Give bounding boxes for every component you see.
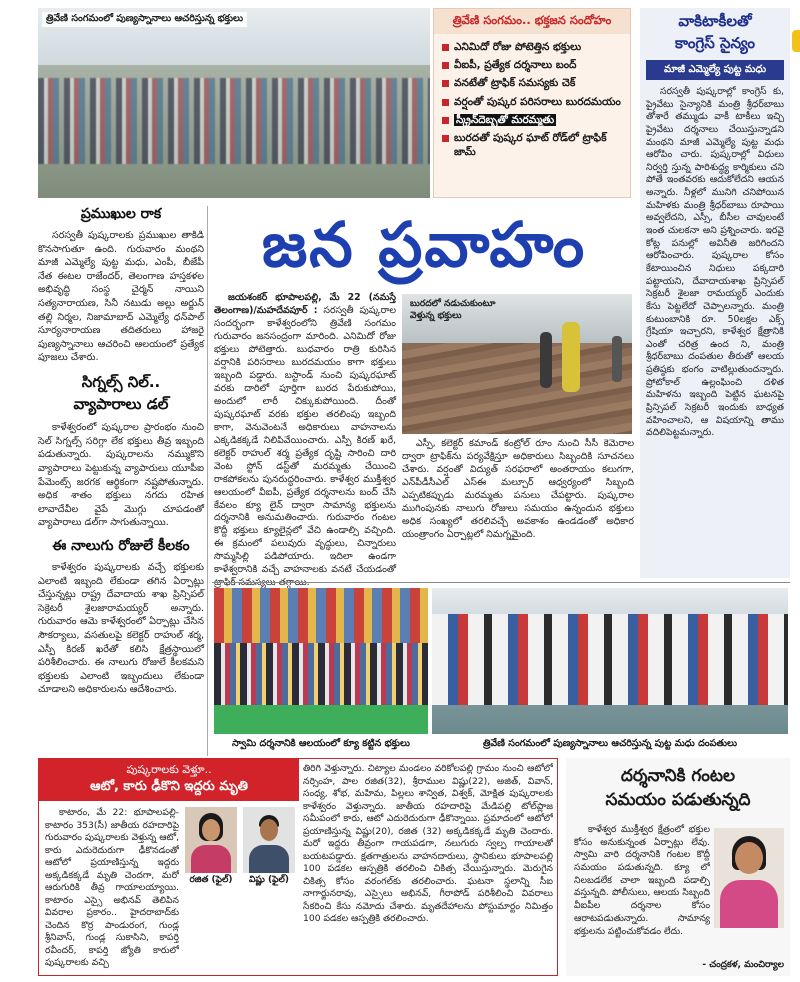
- accident-body-right: [303, 763, 553, 973]
- victim-photo-1-caption: రజిత (ఫైల్): [189, 875, 233, 885]
- highlight-item: బురదతో పుష్కర ఘాట్ రోడ్‌లో ట్రాఫిక్ జామ్: [440, 129, 624, 161]
- queue-photo-caption: స్వామి దర్శనానికి ఆలయంలో క్యూ కట్టిన భక్తులు: [232, 738, 410, 749]
- highlights-list: [434, 34, 630, 165]
- story3-paragraph: కాళేశ్వరం పుష్కరాలకు వచ్చే భక్తులకు ఎలాంటి ఇబ్బంది లేకుండా తగిన ఏర్పాట్లు చేస్తున్నట్లు రాష్ట్ర దేవాదాయ శాఖ ప్రిన్సిపల్ సెక్రెటరీ శైలజారామయ్యర్ అన్నారు. గురువారం ఆమె కాళేశ్వరంలో ఏర్పాట్లు చేసిన సౌకర్యాలు, వసతులపై కలెక్టర్ రాహుల్ శర్మ, ఎస్పీ కిరణ్ ఖరేతో కలిసి క్షేత్రస్థాయిలో పరిశీలించారు. ఈ నాలుగు రోజులే కీలకమని భక్తులకు ఎలాంటి ఇబ్బందులు లేకుండా చూడాలని అధికారులను ఆదేశించారు.: [38, 561, 204, 696]
- victim-photo-2: [243, 807, 295, 873]
- mud-caption-line-1: బురదలో నడుచుకుంటూ: [410, 299, 496, 309]
- bottom-right-story: [566, 758, 790, 976]
- accident-headline: ఆటో, కారు ఢీకొని ఇద్దరు మృతి: [90, 779, 248, 794]
- right-story-title-2: కాంగ్రెస్ సైన్యం: [675, 34, 755, 52]
- story2-body: [38, 421, 204, 530]
- bottom-right-body: [574, 824, 710, 972]
- story3-body: [38, 561, 204, 697]
- highlight-item: వనటేతో ట్రాఫిక్ సమస్యకు చెక్: [440, 74, 624, 92]
- right-story-subtitle: మాజీ ఎమ్మెల్యే పుట్ట మధు: [646, 60, 784, 80]
- left-column: [38, 206, 204, 756]
- main-story-paragraph-2: ఎస్పీ, కలెక్టర్ కమాండ్ కంట్రోల్ రూం నుంచి సీసీ కెమెరాల ద్వారా ట్రాఫిక్‌ను పర్యవేక్షిస్తూ అధికారులు సిబ్బందికి సూచనలు చేశారు. వర్షంతో విద్యుత్ సరఫరాలో అంతరాయం కలుగగా, ఎన్‌పీడీసీఎల్ ఎస్‌ఈ మల్చూర్ ఆధ్వర్యంలో సిబ్బంది ఎప్పటికప్పుడు మరమ్మతు పనులు చేపట్టారు. పుష్కరాల ముగింపునకు నాలుగు రోజులు సమయం ఉన్నందున భక్తులు అధిక సంఖ్యలో తరలివచ్చే అవకాశం ఉండడంతో అధికార యంత్రాంగం ఏర్పాట్లలో నిమగ్నమైంది.: [402, 438, 634, 540]
- accident-kicker: పుష్కరాలకు వెళ్తూ..: [126, 763, 212, 776]
- mud-photo-caption: [406, 298, 499, 323]
- section-divider: [212, 582, 790, 583]
- bath-photo-caption: త్రివేణి సంగమంలో పుణ్యస్నానాలు ఆచరిస్తున్న పుట్ట మధు దంపతులు: [482, 738, 738, 749]
- mud-photo: [402, 294, 632, 434]
- column-divider: [207, 206, 208, 756]
- main-story-body-left: [214, 292, 396, 582]
- bottom-right-paragraph: కాళేశ్వర ముక్తీశ్వర క్షేత్రంలో భక్తుల కోసం అనుకున్నంత ఏర్పాట్లు లేవు. స్వామి వారి దర్శనానికి గంటల కొద్దీ సమయం పడుతున్నది. క్యూ లో నిలబడలేక చాలా ఇబ్బంది పడాల్సి వస్తున్నది. పోలీసులు, ఆలయ సిబ్బంది వీఐపీల దర్శనాల కోసం ఆరాటపడుతున్నారు. సామాన్య భక్తులను పట్టించుకోవడం లేదు.: [574, 824, 710, 937]
- victim-photo-2-caption: విష్ణు (ఫైల్): [248, 875, 290, 885]
- accident-paragraph-right: తిరిగి వెళ్తున్నారు. చిట్యాల మండలం వరికోలపల్లి గ్రామం నుంచి ఆటోలో నర్సింహ, పాల రజిత(32), శ్రీరాముల విష్ణు(22), అజిత్, వివాన్, సంధ్య, శోభ, మహిమ, పిల్లలు శాన్విత, విశ్వక్, మోక్షిత పుష్కరాలకు కాళేశ్వరం వెళ్తున్నారు. జాతీయ రహదారిపై మేడిపల్లి టోల్‌ప్లాజ సమీపంలో కారు, ఆటో ఎదురెదురుగా ఢీకొన్నాయి. ప్రమాదంలో ఆటోలో ప్రయాణిస్తున్న విష్ణు(20), రజిత (32) అక్కడికక్కడే మృతి చెందారు. మరో ఇద్దరు తీవ్రంగా గాయపడగా, నలుగురు స్వల్ప గాయాలతో బయటపడ్డారు. క్షతగాత్రులను వాహనదారులు, స్థానికులు భూపాలపల్లి 100 పడకల ఆస్పత్రికి తరలించి చికిత్స చేయిస్తున్నారు. మెరుగైన చికిత్స కోసం వరంగల్‌కు తరలించారు. ఘటనా స్థలాన్ని సీఐ నాగార్జునరావు, ఎస్సైలు అభినవ్, గీరాపోడ్ పరిశీలించి వివరాలు సేకరించి కేసు నమోదు చేశారు. మృతదేహాలను పోస్టుమార్టం నిమిత్తం 100 పడకల ఆస్పత్రికి తరలించారు.: [303, 763, 553, 925]
- main-story-body-start: సరస్వతీ పుష్కరాల సందర్భంగా కాళేశ్వరంలోని త్రివేణి సంగమం గురువారం జనసంద్రంగా మారింది. ఎనిమిదో రోజు భక్తులు పోటెత్తారు. బుధవారం రాత్రి కురిసిన వర్షానికి పరిసరాలు బురదమయం కాగా భక్తులు ఇబ్బంది పడ్డారు. బస్టాండ్ నుంచి పుష్కరఘాట్ వరకు దారిలో పూర్తిగా బురద పేరుకుపోయి, అందులో లారీ చిక్కుకుపోయింది. దీంతో పుష్కరఘాట్ వరకు భక్తుల తరలింపు ఇబ్బంది కాగా, వెనువెంటనే అధికారులు వాహనాలను ఎక్కడికక్కడే నిలిపివేయించారు. ఎస్పీ కిరణ్ ఖరే, కలెక్టర్ రాహుల్ శర్మ ప్రత్యేక దృష్టి సారించి దారి వెంట స్టోన్ డస్ట్‌తో మరమ్మతు చేయించి రాకపోకలను పునరుద్ధరించారు. కాళేశ్వర ముక్తీశ్వర ఆలయంలో వీఐపీ, ప్రత్యేక దర్శనాలను బంద్ చేసి కేవలం క్యూ లైన్ ద్వారా సామాన్య భక్తులను దర్శనానికి అనుమతించారు. గురువారం గంటల కొద్దీ భక్తులు క్యూలైన్లలో వేచి ఉండాల్సి వచ్చింది. ఈ క్రమంలో పలువురు వృద్ధులు, చిన్నారులు సొమ్మసిల్లి పడిపోయారు. ఇదిలా ఉండగా కాళేశ్వరానికి వచ్చే వాహనాలకు వనటే చేయడంతో: [214, 304, 396, 576]
- mud-caption-line-2: వెళ్తున్న భక్తులు: [410, 310, 462, 321]
- bottom-right-headline-2: సమయం పడుతున్నది: [605, 790, 751, 810]
- story1-body: [38, 229, 204, 365]
- bottom-right-headline-1: దర్శనానికి గంటల: [620, 766, 736, 786]
- highlights-box: [433, 8, 631, 198]
- reader-portrait: [714, 828, 784, 928]
- accident-body-left: [45, 807, 179, 973]
- story2-paragraph: కాళేశ్వరంలో పుష్కరాల ప్రారంభం నుంచి సెల్ సిగ్నల్స్ సరిగ్గా లేక భక్తులు తీవ్ర ఇబ్బంది పడుతున్నారు. పుష్కరాలను నమ్ముకొని వ్యాపారాలు పెట్టుకున్న వ్యాపారులు యూపీఐ పేమెంట్స్ జరగక ఆర్థికంగా నష్టపోతున్నారు. అధిక శాతం భక్తులు నగదు రహిత లావాదేవీల వైపే మొగ్గు చూపడంతో వ్యాపారాలు డల్‌గా సాగుతున్నాయి.: [38, 422, 204, 529]
- top-photo-caption: త్రివేణి సంగమంలో పుణ్యస్నానాలు ఆచరిస్తున్న భక్తులు: [42, 12, 247, 27]
- accident-paragraph-left: కాటారం, మే 22: భూపాలపల్లి-కాటారం 353(సీ) జాతీయ రహదారిపై గురువారం పుష్కరాలకు వెళ్తున్న ఆటో, కారు ఎదురెదురుగా ఢీకొనడంతో ఆటోలో ప్రయాణిస్తున్న ఇద్దరు అక్కడికక్కడే మృతి చెందగా, మరో ఆరుగురికి తీవ్ర గాయాలయ్యాయి. కాటారం ఎస్సై అభినవ్ తెలిపిన వివరాల ప్రకారం.. హైదరాబాద్‌కు చెందిన కొర్ర పాండురంగ, గుండ్ల శ్రీనివాస్, గుండ్ల సుకాసిని, కాపర్తి రవీందర్, కాపర్తి జ్యోతి కారులో పుష్కరాలకు వచ్చి: [45, 807, 179, 969]
- highlight-item-text: స్క్రీన్‌దెబ్బతో మరమ్మతు: [456, 113, 555, 126]
- highlight-item: వీఐపీ, ప్రత్యేక దర్శనాలు బంద్: [440, 56, 624, 74]
- highlights-title: త్రివేణి సంగమం.. భక్తజన సందోహం: [434, 9, 630, 34]
- page-edge-marker: [792, 30, 800, 52]
- victim-photo-1: [185, 807, 237, 873]
- right-story-title-1: వాకిటాకీలతో: [678, 12, 752, 30]
- accident-story: [38, 758, 558, 976]
- bottom-right-byline: - చంద్రకళ, మంచిర్యాల: [702, 960, 784, 970]
- story1-paragraph: సరస్వతీ పుష్కరాలకు ప్రముఖుల తాకిడి కొనసాగుతూ ఉంది. గురువారం మంథని మాజీ ఎమ్మెల్యే పుట్ట మధు, ఎంపీ, బీజేపీ నేత ఈటల రాజేందర్, తెలంగాణ హస్తకళల అభివృద్ధి సంస్థ చైర్మన్ నాయిని సత్యనారాయణ, సినీ నటుడు అల్లు అర్జున్ తల్లి నిర్మల, నిజామాబాద్ ఎమ్మెల్యే ధన్‌పాల్ సూర్యనారాయణ తదితరులు హాజరై పుణ్యస్నానాలు ఆచరించి ఆలయంలో ప్రత్యేక పూజలు చేశారు.: [38, 230, 204, 364]
- main-headline: జన ప్రవాహం: [261, 208, 587, 281]
- story2-title-2: వ్యాపారాలు డల్: [73, 395, 169, 414]
- right-story-body: [640, 86, 790, 440]
- accident-header: [39, 759, 299, 801]
- main-story-body-right: [402, 438, 634, 578]
- bath-photo: [432, 588, 788, 734]
- top-river-photo: [38, 8, 430, 198]
- story3-title: ఈ నాలుగు రోజులే కీలకం: [52, 537, 190, 554]
- right-story-paragraph: సరస్వతీ పుష్కరాల్లో కాంగ్రెస్ కు, ప్రైవేటు సైన్యానికి మంత్రి శ్రీధర్‌బాబు తోశారే తమ్ముడు వాకీ టాకీలు ఇచ్చి ప్రైవేటు దర్శనాలు చేయిస్తున్నాడని మంథని మాజీ ఎమ్మెల్యే పుట్ట మధు ఆరోపిం చారు. పుష్కరాల్లో విధులు నిర్వర్తి స్తున్న పారిశుద్ధ్య కార్మికులు చని పోతే ఇంతవరకు ఆదుకోలేదని ఆయన అన్నారు. నీళ్లలో మునిగి చనిపోయిన మహిళకు మంత్రి శ్రీధర్‌బాబు రూపాయి అవ్వలేదని, ఎస్సీ, బీసీల చావులంటే ఇంత చులకనా అని ప్రశ్నించారు. ఇరవై కోట్ల పనుల్లో అవినీతి జరిగిందని ఆరోపించారు. పుష్కరాల కోసం కేటాయించిన నిధులు పక్కదారి పట్టాయని, దేవాదాయశాఖ ప్రిన్సిపల్ సెక్రటరీ శైలజా రామయ్యర్ ఎందుకు కేసు పెట్టలేదో చెప్పాలన్నారు. మంత్రి కుటుంబానికి రూ. 50లక్షల ఎక్స్ గ్రేషియా ఇచ్చారని, కాళేశ్వర క్షేత్రానికి ఎంతో చరిత్ర ఉంద ని, మంత్రి శ్రీధర్‌బాబు దంపతుల తీరుతో ఆలయ ప్రతిష్ఠకు భంగం వాటిల్లుతుందన్నారు. ప్రోటోకాల్ ఉల్లంఘించి దళిత మహిళను ఇబ్బంది పెట్టిన ఘటనపై ప్రిన్సిపల్ సెక్రటరీ ఇందుకు బాధ్యత వహించాలని, ఆ విషయాన్ని తాము వదిలిపెట్టమన్నారు.: [646, 86, 784, 439]
- story1-title: ప్రముఖుల రాక: [80, 206, 162, 222]
- main-dateline: జయశంకర్ భూపాలపల్లి, మే 22 (నమస్తే తెలంగాణ)/మహదేవపూర్ :: [214, 292, 396, 316]
- main-story-paragraph: [214, 292, 396, 590]
- highlight-item: [440, 111, 624, 129]
- highlight-item: వర్షంతో పుష్కర పరిసరాలు బురదమయం: [440, 93, 624, 111]
- right-story: [640, 8, 790, 578]
- story2-title-1: సిగ్నల్స్ నిల్..: [81, 373, 161, 392]
- highlight-item: ఎనిమిదో రోజు పోటెత్తిన భక్తులు: [440, 38, 624, 56]
- queue-photo: [214, 588, 428, 734]
